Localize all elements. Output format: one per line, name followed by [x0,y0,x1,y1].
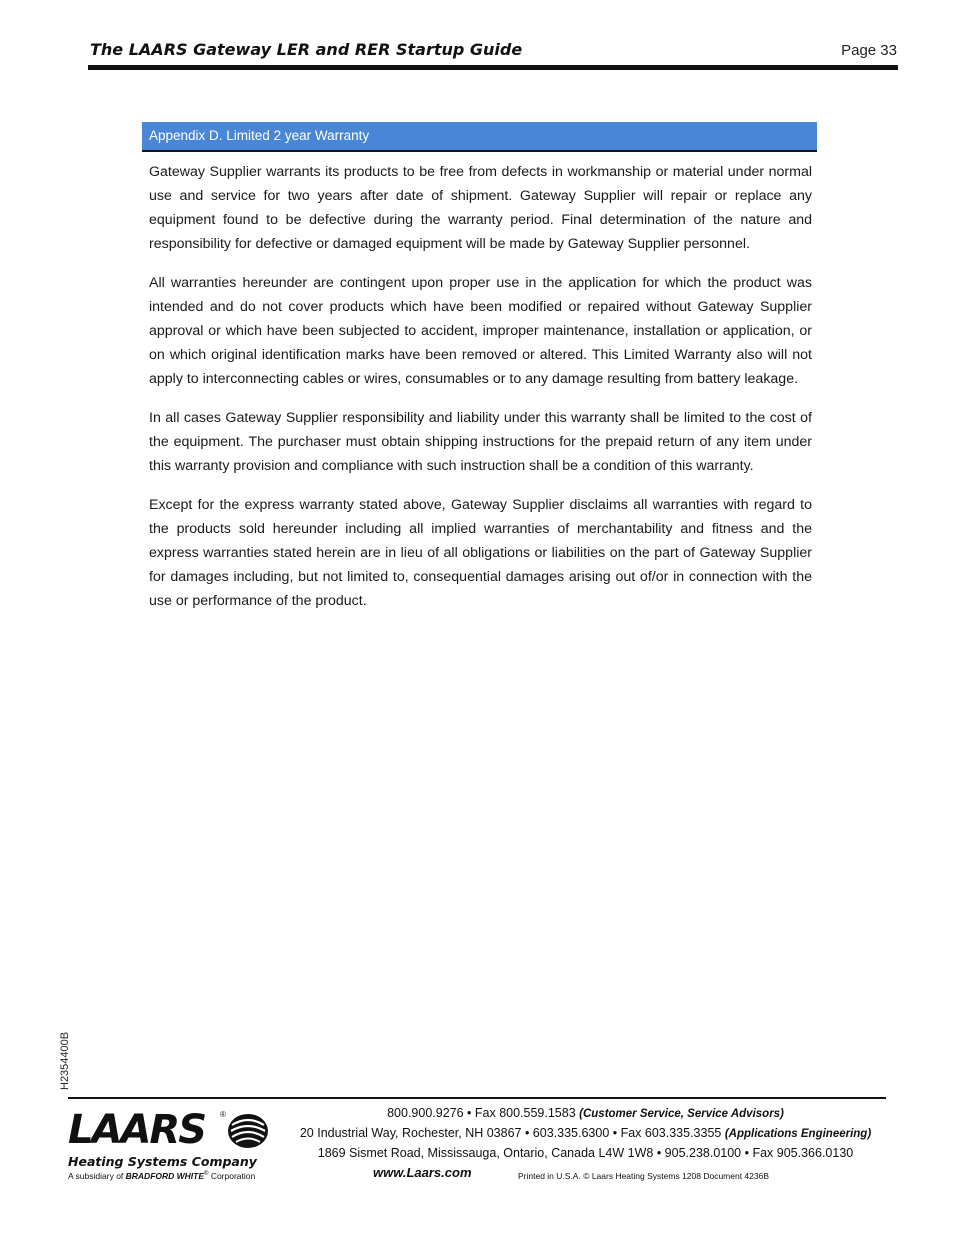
us-address-note: (Applications Engineering) [724,1128,872,1140]
us-address-line [278,1124,893,1144]
subsidiary-brand: BRADFORD WHITE [125,1171,205,1181]
us-address: 20 Industrial Way, Rochester, NH 03867 • 603.335.6300 • Fax 603.335.3355 [299,1126,725,1140]
phone-note: (Customer Service, Service Advisors) [579,1108,784,1120]
section-heading: Appendix D. Limited 2 year Warranty [149,128,370,143]
subsidiary-suffix: Corporation [208,1171,256,1181]
warranty-paragraph: Gateway Supplier warrants its products to be free from defects in workmanship or material under normal use and service for two years after date of shipment. Gateway Supplier will repair or replace any equipment found to be defective during the warranty period. Final determination of the nature and responsibility for defective or damaged equipment will be made by Gateway Supplier personnel. [149,164,812,252]
web-line [278,1163,893,1185]
phone-numbers: 800.900.9276 • Fax 800.559.1583 [387,1106,580,1120]
warranty-paragraph: In all cases Gateway Supplier responsibility and liability under this warranty shall be limited to the cost of the equipment. The purchaser must obtain shipping instructions for the prepaid return of any item under this warranty provision and compliance with such instruction shall be a condition of this warranty. [149,410,812,474]
registered-mark: ® [220,1110,226,1119]
part-number: H2354400B [59,1031,71,1090]
logo-tagline: Heating Systems Company [68,1154,257,1169]
contact-block [278,1104,893,1185]
logo-wordmark: LAARS [68,1107,206,1153]
swirl-icon [226,1111,270,1151]
header-rule [88,65,898,70]
section-heading-bar [142,122,817,152]
print-info: Printed in U.S.A. © Laars Heating Systems 1208 Document 4236B [518,1171,770,1181]
laars-logo [68,1108,273,1183]
warranty-body [149,160,812,628]
phone-line [278,1104,893,1124]
warranty-paragraph: All warranties hereunder are contingent upon proper use in the application for which the product was intended and do not cover products which have been modified or repaired without Gateway Supplier approval or which have been subjected to accident, improper maintenance, installation or application, or on which original identification marks have been removed or altered. This Limited Warranty also will not apply to interconnecting cables or wires, consumables or to any damage resulting from battery leakage. [149,275,812,387]
footer-rule [68,1097,886,1099]
warranty-paragraph: Except for the express warranty stated above, Gateway Supplier disclaims all warranties with regard to the products sold hereunder including all implied warranties of merchantability and fitness and the express warranties stated herein are in lieu of all obligations or liabilities on the part of Gateway Supplier for damages including, but not limited to, consequential damages arising out of/or in connection with the use or performance of the product. [149,497,812,609]
subsidiary-registered-mark: ® [204,1171,209,1178]
subsidiary-line [68,1171,255,1181]
canada-address: 1869 Sismet Road, Mississauga, Ontario, Canada L4W 1W8 • 905.238.0100 • Fax 905.366.0130 [317,1146,854,1160]
subsidiary-prefix: A subsidiary of [68,1171,126,1181]
website-link[interactable]: www.Laars.com [373,1165,472,1180]
document-title: The LAARS Gateway LER and RER Startup Guide [90,40,523,59]
page-number: Page 33 [841,42,897,59]
